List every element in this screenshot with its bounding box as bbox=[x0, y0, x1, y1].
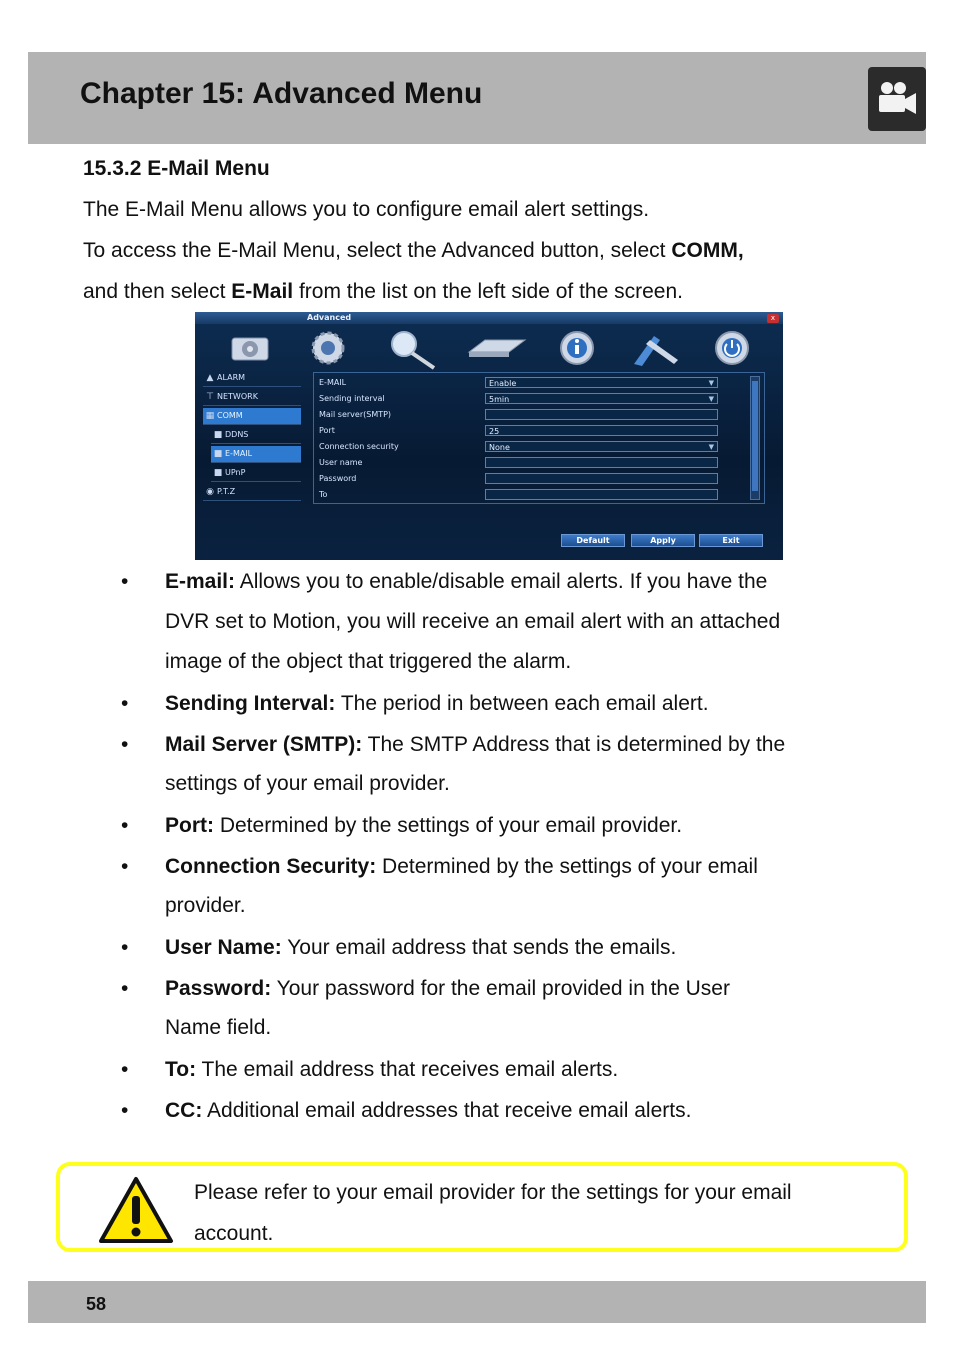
sidebar-item-label: ALARM bbox=[217, 373, 246, 382]
list-item bbox=[165, 1091, 691, 1131]
bullet-dot: • bbox=[121, 692, 129, 715]
warning-text bbox=[194, 1172, 792, 1254]
bullet-desc: Your email address that sends the emails. bbox=[281, 936, 677, 959]
bullet-term: To: bbox=[165, 1058, 197, 1081]
bullet-dot: • bbox=[121, 855, 129, 878]
default-button[interactable]: Default bbox=[561, 534, 625, 547]
access-text-end: from the list on the left side of the screen. bbox=[293, 280, 683, 303]
dvr-titlebar bbox=[195, 312, 783, 324]
apply-button[interactable]: Apply bbox=[631, 534, 695, 547]
info-icon[interactable] bbox=[555, 330, 599, 366]
exit-button[interactable]: Exit bbox=[699, 534, 763, 547]
select-value: None bbox=[489, 443, 510, 452]
warning-callout bbox=[56, 1162, 908, 1252]
field-label: Connection security bbox=[319, 442, 399, 451]
dvr-email-menu-screenshot bbox=[195, 312, 783, 560]
bullet-dot: • bbox=[121, 814, 129, 837]
bullet-dot: • bbox=[121, 977, 129, 1000]
connection-security-select[interactable] bbox=[485, 441, 718, 452]
bullet-square-icon: ■ bbox=[213, 468, 223, 478]
list-item bbox=[165, 562, 767, 602]
bullet-term: Password: bbox=[165, 977, 272, 1000]
field-label: Password bbox=[319, 474, 357, 483]
list-item bbox=[165, 928, 676, 968]
bullet-desc: The email address that receives email alerts. bbox=[196, 1058, 619, 1081]
to-row bbox=[314, 487, 764, 503]
tools-icon[interactable] bbox=[630, 330, 684, 368]
email-settings-panel bbox=[313, 372, 765, 504]
video-camera-icon bbox=[868, 67, 926, 131]
chapter-title: Chapter 15: Advanced Menu bbox=[80, 77, 483, 110]
select-value: 5min bbox=[489, 395, 510, 404]
email-enable-select[interactable] bbox=[485, 377, 718, 388]
bullet-desc: Determined by the settings of your email provider. bbox=[214, 814, 683, 837]
list-item-cont: DVR set to Motion, you will receive an email alert with an attached bbox=[165, 610, 781, 633]
bullet-dot: • bbox=[121, 570, 129, 593]
list-item bbox=[165, 969, 730, 1009]
field-label: Port bbox=[319, 426, 335, 435]
list-item bbox=[165, 684, 709, 724]
bullet-desc: The SMTP Address that is determined by the bbox=[362, 733, 786, 756]
bullet-term: E-mail: bbox=[165, 570, 236, 593]
list-item bbox=[165, 725, 785, 765]
sidebar-item-upnp[interactable] bbox=[211, 465, 301, 482]
network-icon: ⊤ bbox=[206, 392, 214, 402]
field-label: E-MAIL bbox=[319, 378, 347, 387]
scrollbar-thumb[interactable] bbox=[752, 381, 758, 491]
list-item bbox=[165, 847, 758, 887]
chapter-header bbox=[28, 52, 926, 144]
list-item bbox=[165, 806, 682, 846]
warning-icon bbox=[98, 1176, 174, 1244]
intro-paragraph bbox=[83, 189, 649, 230]
gear-icon[interactable] bbox=[230, 330, 270, 366]
bullet-dot: • bbox=[121, 733, 129, 756]
sidebar-item-label: DDNS bbox=[225, 430, 249, 439]
dvr-window-title: Advanced bbox=[307, 313, 352, 322]
smtp-server-row bbox=[314, 407, 764, 423]
list-item-cont: Name field. bbox=[165, 1016, 272, 1039]
chevron-down-icon: ▼ bbox=[708, 443, 714, 451]
bullet-dot: • bbox=[121, 936, 129, 959]
chevron-down-icon: ▼ bbox=[708, 395, 714, 403]
bullet-dot: • bbox=[121, 1099, 129, 1122]
search-icon[interactable] bbox=[388, 330, 438, 370]
bullet-desc: Determined by the settings of your email bbox=[376, 855, 758, 878]
sidebar-item-network[interactable] bbox=[203, 389, 301, 406]
intro-text: The E-Mail Menu allows you to configure email alert settings. bbox=[83, 198, 650, 221]
sidebar-item-label: NETWORK bbox=[217, 392, 258, 401]
power-icon[interactable] bbox=[710, 330, 754, 366]
select-value: Enable bbox=[489, 379, 517, 388]
page-number: 58 bbox=[86, 1294, 107, 1314]
dvr-toolbar bbox=[195, 324, 783, 374]
sidebar-item-label: COMM bbox=[217, 411, 243, 420]
password-input[interactable] bbox=[485, 473, 718, 484]
sending-interval-row bbox=[314, 391, 764, 407]
sidebar-item-email[interactable] bbox=[211, 446, 301, 463]
list-item-cont: settings of your email provider. bbox=[165, 772, 450, 795]
bullet-term: Connection Security: bbox=[165, 855, 377, 878]
bullet-term: Sending Interval: bbox=[165, 692, 336, 715]
bullet-desc: Your password for the email provided in the User bbox=[271, 977, 730, 1000]
bullet-square-icon: ■ bbox=[213, 430, 223, 440]
hdd-icon[interactable] bbox=[467, 330, 527, 360]
bullet-desc: Allows you to enable/disable email alerts. If you have the bbox=[235, 570, 768, 593]
sending-interval-select[interactable] bbox=[485, 393, 718, 404]
page-footer bbox=[28, 1281, 926, 1323]
port-input[interactable]: 25 bbox=[485, 425, 718, 436]
bullet-term: Port: bbox=[165, 814, 214, 837]
bullet-term: CC: bbox=[165, 1099, 203, 1122]
bullet-dot: • bbox=[121, 1058, 129, 1081]
bullet-desc: Additional email addresses that receive email alerts. bbox=[202, 1099, 692, 1122]
smtp-server-input[interactable] bbox=[485, 409, 718, 420]
email-enable-row bbox=[314, 375, 764, 391]
email-bold: E-Mail bbox=[231, 280, 294, 303]
field-label: To bbox=[319, 490, 328, 499]
sidebar-item-label: UPnP bbox=[225, 468, 246, 477]
to-input[interactable] bbox=[485, 489, 718, 500]
dvr-close-button[interactable]: x bbox=[767, 314, 779, 323]
access-text: and then select bbox=[83, 280, 232, 303]
settings-scrollbar[interactable] bbox=[750, 376, 760, 500]
warning-line: Please refer to your email provider for the settings for your email bbox=[194, 1181, 792, 1204]
section-heading: 15.3.2 E-Mail Menu bbox=[83, 157, 270, 180]
port-row bbox=[314, 423, 764, 439]
chevron-down-icon: ▼ bbox=[708, 379, 714, 387]
comm-bold: COMM, bbox=[671, 239, 744, 262]
sidebar-item-label: E-MAIL bbox=[225, 449, 253, 458]
field-label: Mail server(SMTP) bbox=[319, 410, 392, 419]
warning-line: account. bbox=[194, 1222, 274, 1245]
bullet-term: User Name: bbox=[165, 936, 282, 959]
field-label: User name bbox=[319, 458, 363, 467]
access-paragraph-line1 bbox=[83, 230, 744, 271]
connection-security-row bbox=[314, 439, 764, 455]
sidebar-item-comm[interactable] bbox=[203, 408, 301, 425]
sidebar-item-ptz[interactable] bbox=[203, 484, 301, 501]
user-name-input[interactable] bbox=[485, 457, 718, 468]
bullet-term: Mail Server (SMTP): bbox=[165, 733, 363, 756]
sidebar-item-ddns[interactable] bbox=[211, 427, 301, 444]
ptz-icon: ◉ bbox=[206, 487, 214, 497]
list-item-cont: provider. bbox=[165, 894, 246, 917]
comm-icon: ▦ bbox=[205, 411, 215, 421]
bullet-square-icon: ■ bbox=[213, 449, 223, 459]
bullet-desc: The period in between each email alert. bbox=[335, 692, 709, 715]
sidebar-item-label: P.T.Z bbox=[217, 487, 236, 496]
list-item-cont: image of the object that triggered the alarm. bbox=[165, 650, 572, 673]
cog-icon[interactable] bbox=[308, 330, 348, 366]
access-text: To access the E-Mail Menu, select the Advanced button, select bbox=[83, 239, 672, 262]
alarm-icon: ▲ bbox=[206, 373, 214, 383]
access-paragraph-line2 bbox=[83, 271, 683, 312]
user-name-row bbox=[314, 455, 764, 471]
field-label: Sending interval bbox=[319, 394, 385, 403]
list-item bbox=[165, 1050, 618, 1090]
password-row bbox=[314, 471, 764, 487]
dvr-sidebar bbox=[201, 370, 303, 550]
sidebar-item-alarm[interactable] bbox=[203, 370, 301, 387]
